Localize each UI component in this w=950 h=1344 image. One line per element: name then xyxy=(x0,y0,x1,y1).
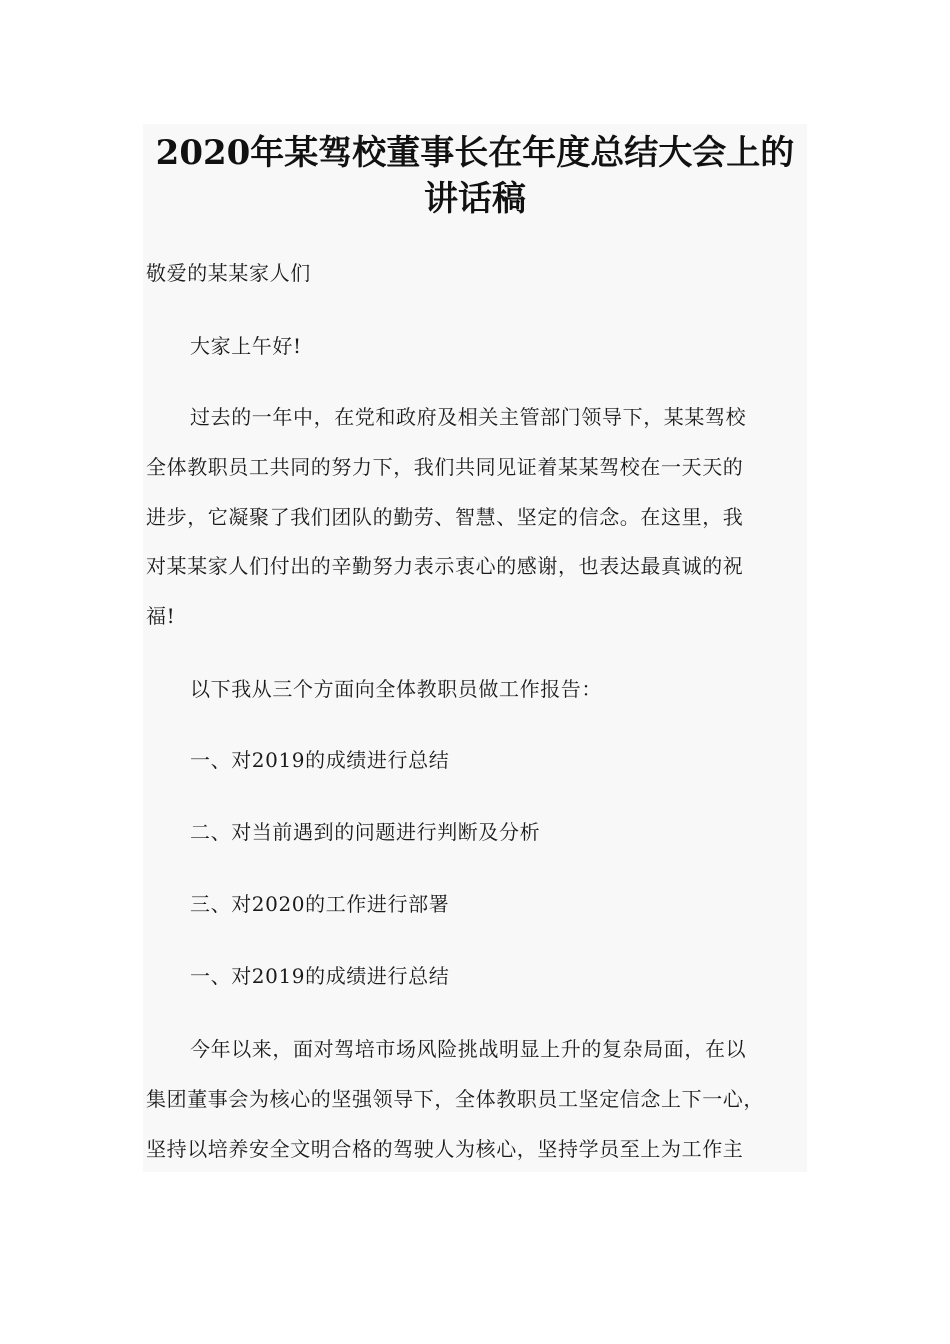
title-line-1: 2020年某驾校董事长在年度总结大会上的 xyxy=(155,133,795,173)
paragraph-1-line-1: 过去的一年中，在党和政府及相关主管部门领导下，某某驾校 xyxy=(190,405,747,429)
paragraph-1-line-2: 全体教职员工共同的努力下，我们共同见证着某某驾校在一天天的 xyxy=(146,455,744,479)
outline-item-1: 一、对2019的成绩进行总结 xyxy=(190,748,450,772)
greeting: 大家上午好! xyxy=(190,334,302,358)
paragraph-1-line-3: 进步，它凝聚了我们团队的勤劳、智慧、坚定的信念。在这里，我 xyxy=(146,505,744,529)
outline-item-3: 三、对2020的工作进行部署 xyxy=(190,892,450,916)
paragraph-2-line-2: 集团董事会为核心的坚强领导下，全体教职员工坚定信念上下一心， xyxy=(146,1087,764,1111)
document-title xyxy=(143,130,807,222)
paragraph-2-line-3: 坚持以培养安全文明合格的驾驶人为核心，坚持学员至上为工作主 xyxy=(146,1137,744,1161)
report-intro: 以下我从三个方面向全体教职员做工作报告： xyxy=(190,677,602,701)
paragraph-1-line-4: 对某某家人们付出的辛勤努力表示衷心的感谢，也表达最真诚的祝 xyxy=(146,554,744,578)
title-line-2: 讲话稿 xyxy=(424,179,526,219)
paragraph-2-line-1: 今年以来，面对驾培市场风险挑战明显上升的复杂局面，在以 xyxy=(190,1037,747,1061)
salutation: 敬爱的某某家人们 xyxy=(146,261,311,285)
paragraph-1-line-5: 福! xyxy=(146,604,176,628)
outline-item-2: 二、对当前遇到的问题进行判断及分析 xyxy=(190,820,541,844)
section-1-heading: 一、对2019的成绩进行总结 xyxy=(190,964,450,988)
